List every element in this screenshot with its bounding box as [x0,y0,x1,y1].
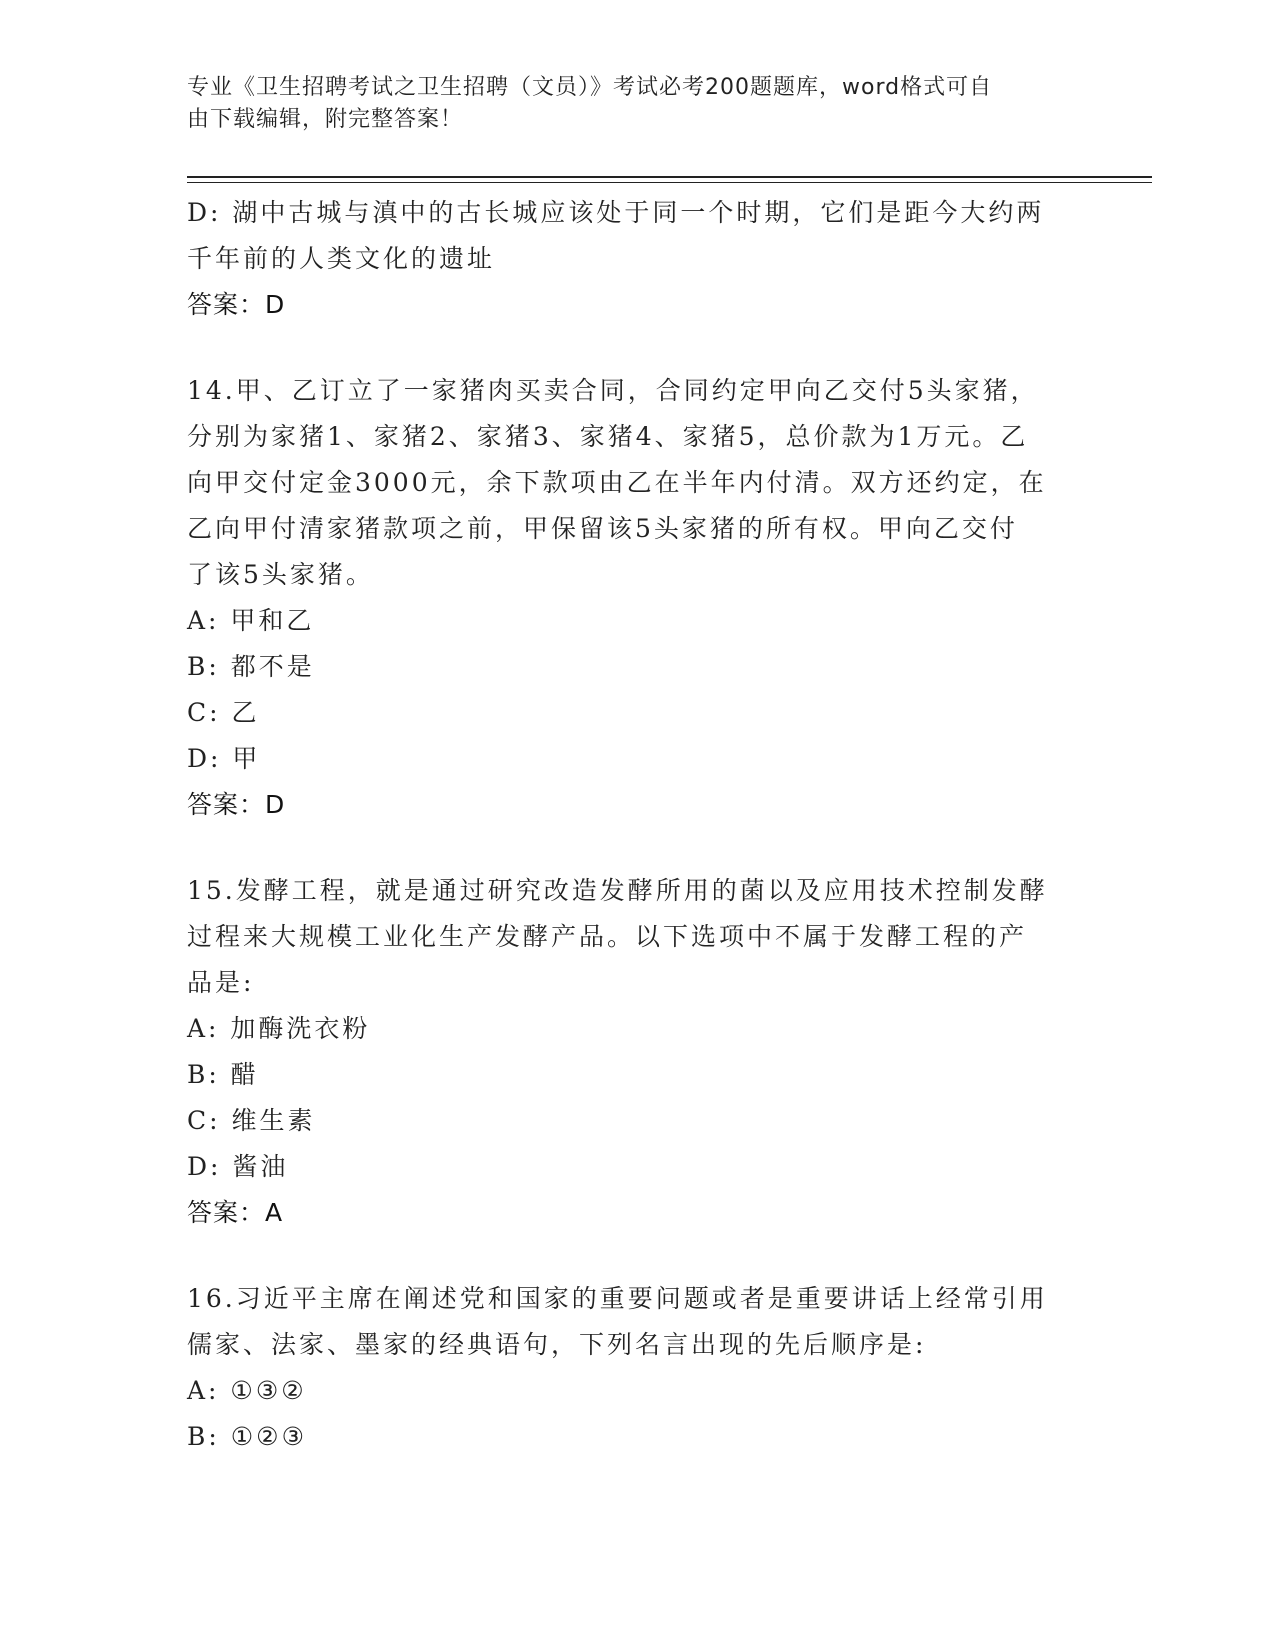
option-b: B: 醋 [187,1060,259,1089]
answer-line: 答案：A [187,1198,284,1227]
option-a: A: 甲和乙 [187,606,315,635]
option-a: A: 加酶洗衣粉 [187,1014,371,1043]
option-b: B: 都不是 [187,652,315,681]
question-15 [187,868,1077,1236]
option-d-line-2: 千年前的人类文化的遗址 [187,244,496,273]
option-c: C: 乙 [187,698,260,727]
question-text-line: 乙向甲付清家猪款项之前，甲保留该5头家猪的所有权。甲向乙交付 [187,514,1018,543]
question-text-line: 了该5头家猪。 [187,560,374,589]
question-text-line: 16.习近平主席在阐述党和国家的重要问题或者是重要讲话上经常引用 [187,1284,1048,1313]
document-header [187,72,1077,136]
header-divider-thick [187,176,1152,178]
question-text-line: 品是: [187,968,255,997]
answer-line: 答案：D [187,290,286,319]
option-d-line-1: D: 湖中古城与滇中的古长城应该处于同一个时期，它们是距今大约两 [187,198,1045,227]
question-16 [187,1276,1077,1460]
header-divider-thin [187,182,1152,183]
option-c: C: 维生素 [187,1106,316,1135]
question-text-line: 儒家、法家、墨家的经典语句，下列名言出现的先后顺序是: [187,1330,927,1359]
option-a: A: ①③② [187,1376,307,1405]
option-d: D: 甲 [187,744,261,773]
question-14 [187,368,1077,828]
question-text-line: 过程来大规模工业化生产发酵产品。以下选项中不属于发酵工程的产 [187,922,1028,951]
question-text-line: 向甲交付定金3000元，余下款项由乙在半年内付清。双方还约定，在 [187,468,1047,497]
option-d: D: 酱油 [187,1152,289,1181]
document-body [187,190,1077,1460]
previous-question-tail [187,190,1077,328]
option-b: B: ①②③ [187,1422,307,1451]
question-text-line: 14.甲、乙订立了一家猪肉买卖合同，合同约定甲向乙交付5头家猪， [187,376,1039,405]
question-text-line: 15.发酵工程，就是通过研究改造发酵所用的菌以及应用技术控制发酵 [187,876,1048,905]
header-line-1: 专业《卫生招聘考试之卫生招聘（文员）》考试必考200题题库，word格式可自 [187,75,993,100]
answer-line: 答案：D [187,790,286,819]
header-line-2: 由下载编辑，附完整答案！ [187,107,464,132]
question-text-line: 分别为家猪1、家猪2、家猪3、家猪4、家猪5，总价款为1万元。乙 [187,422,1029,451]
